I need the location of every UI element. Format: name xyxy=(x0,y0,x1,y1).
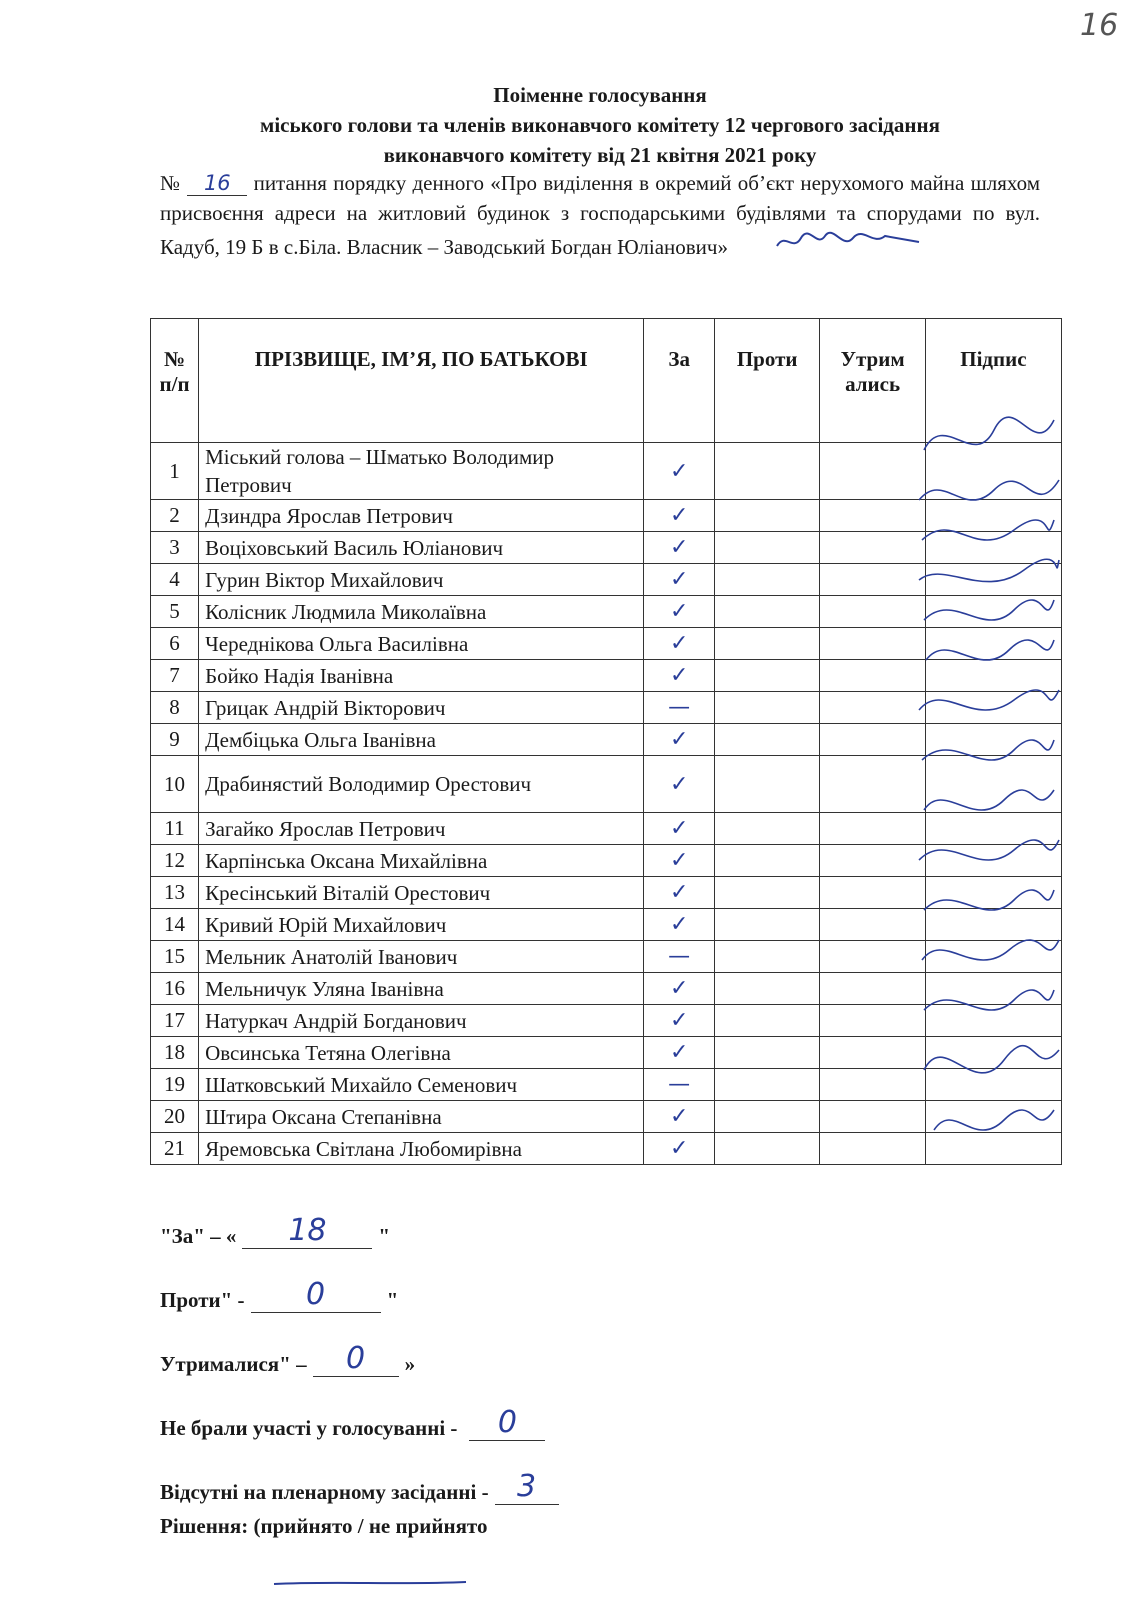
signature-cell xyxy=(925,564,1061,596)
summary-abstain-label: Утрималися" – xyxy=(160,1352,307,1376)
header-for: За xyxy=(644,319,715,443)
vote-mark: ✓ xyxy=(644,564,715,596)
table-row xyxy=(151,813,1062,845)
signature-cell xyxy=(925,941,1061,973)
header-subtitle: міського голови та членів виконавчого комітету 12 чергового засідання xyxy=(260,113,940,137)
summary-decision xyxy=(160,1505,565,1539)
against-cell xyxy=(714,692,819,724)
summary-notvoted-label: Не брали участі у голосуванні - xyxy=(160,1416,458,1440)
abstain-cell xyxy=(820,1133,925,1165)
member-name: Кривий Юрій Михайлович xyxy=(199,909,644,941)
table-row xyxy=(151,1133,1062,1165)
row-number: 4 xyxy=(151,564,199,596)
abstain-cell xyxy=(820,596,925,628)
agenda-text: питання порядку денного «Про виділення в окремий об’єкт нерухомого майна шляхом присвоєння адреси на житловий будинок з господарськими будівлями та спорудами по вул. Кадуб, 19 Б в с.Біла. Власник – Заводський Богдан Юліанович» xyxy=(160,171,1040,259)
against-cell xyxy=(714,1005,819,1037)
abstain-cell xyxy=(820,692,925,724)
table-row xyxy=(151,628,1062,660)
abstain-cell xyxy=(820,1069,925,1101)
page-number: 16 xyxy=(1080,8,1119,43)
signature-cell xyxy=(925,1037,1061,1069)
signature-cell xyxy=(925,660,1061,692)
row-number: 1 xyxy=(151,443,199,500)
against-cell xyxy=(714,724,819,756)
against-cell xyxy=(714,532,819,564)
against-cell xyxy=(714,500,819,532)
table-row xyxy=(151,596,1062,628)
signature-cell xyxy=(925,973,1061,1005)
abstain-cell xyxy=(820,1005,925,1037)
abstain-cell xyxy=(820,756,925,813)
vote-mark: ✓ xyxy=(644,443,715,500)
member-name: Мельник Анатолій Іванович xyxy=(199,941,644,973)
against-cell xyxy=(714,564,819,596)
signature-cell xyxy=(925,596,1061,628)
vote-mark: ✓ xyxy=(644,628,715,660)
header-num: № п/п xyxy=(151,319,199,443)
row-number: 15 xyxy=(151,941,199,973)
header-signature: Підпис xyxy=(925,319,1061,443)
member-name: Гурин Віктор Михайлович xyxy=(199,564,644,596)
table-row xyxy=(151,1101,1062,1133)
summary-notvoted-value: 0 xyxy=(469,1406,545,1441)
signature-cell xyxy=(925,813,1061,845)
signature-cell xyxy=(925,628,1061,660)
row-number: 13 xyxy=(151,877,199,909)
signature-cell xyxy=(925,724,1061,756)
member-name: Череднікова Ольга Василівна xyxy=(199,628,644,660)
vote-mark: ✓ xyxy=(644,845,715,877)
row-number: 18 xyxy=(151,1037,199,1069)
table-row xyxy=(151,564,1062,596)
header-abstain: Утрим ались xyxy=(820,319,925,443)
vote-summary xyxy=(160,1185,565,1539)
abstain-cell xyxy=(820,973,925,1005)
abstain-cell xyxy=(820,532,925,564)
vote-mark: ✓ xyxy=(644,1133,715,1165)
vote-table xyxy=(150,318,1062,1165)
member-name: Загайко Ярослав Петрович xyxy=(199,813,644,845)
against-cell xyxy=(714,1101,819,1133)
table-row xyxy=(151,973,1062,1005)
row-number: 5 xyxy=(151,596,199,628)
table-row xyxy=(151,500,1062,532)
vote-mark: — xyxy=(644,941,715,973)
table-row xyxy=(151,443,1062,500)
summary-abstain-end: » xyxy=(404,1352,416,1376)
vote-mark: ✓ xyxy=(644,660,715,692)
abstain-cell xyxy=(820,443,925,500)
table-row xyxy=(151,1037,1062,1069)
table-row xyxy=(151,877,1062,909)
summary-for-label: "За" – « xyxy=(160,1224,237,1248)
table-row xyxy=(151,845,1062,877)
row-number: 8 xyxy=(151,692,199,724)
against-cell xyxy=(714,813,819,845)
member-name: Дзиндра Ярослав Петрович xyxy=(199,500,644,532)
member-name: Штира Оксана Степанівна xyxy=(199,1101,644,1133)
vote-mark: ✓ xyxy=(644,813,715,845)
table-row xyxy=(151,941,1062,973)
signature-cell xyxy=(925,877,1061,909)
abstain-cell xyxy=(820,500,925,532)
abstain-cell xyxy=(820,909,925,941)
table-row xyxy=(151,1069,1062,1101)
vote-mark: ✓ xyxy=(644,532,715,564)
against-cell xyxy=(714,877,819,909)
row-number: 6 xyxy=(151,628,199,660)
row-number: 16 xyxy=(151,973,199,1005)
vote-mark: ✓ xyxy=(644,500,715,532)
signature-cell xyxy=(925,1101,1061,1133)
against-cell xyxy=(714,756,819,813)
row-number: 14 xyxy=(151,909,199,941)
signature-cell xyxy=(925,443,1061,500)
row-number: 3 xyxy=(151,532,199,564)
vote-mark: ✓ xyxy=(644,1005,715,1037)
summary-against-end: " xyxy=(386,1288,399,1312)
summary-absent-value: 3 xyxy=(495,1470,559,1505)
handwritten-underline-icon xyxy=(272,1580,468,1586)
against-cell xyxy=(714,628,819,660)
abstain-cell xyxy=(820,1037,925,1069)
abstain-cell xyxy=(820,628,925,660)
member-name: Кресінський Віталій Орестович xyxy=(199,877,644,909)
against-cell xyxy=(714,596,819,628)
header-date: виконавчого комітету від 21 квітня 2021 року xyxy=(383,143,817,167)
signature-cell xyxy=(925,500,1061,532)
vote-mark: ✓ xyxy=(644,756,715,813)
vote-mark: ✓ xyxy=(644,1037,715,1069)
member-name: Бойко Надія Іванівна xyxy=(199,660,644,692)
member-name: Карпінська Оксана Михайлівна xyxy=(199,845,644,877)
table-row xyxy=(151,692,1062,724)
against-cell xyxy=(714,1037,819,1069)
vote-mark: ✓ xyxy=(644,724,715,756)
summary-absent-label: Відсутні на пленарному засіданні - xyxy=(160,1480,489,1504)
member-name: Овсинська Тетяна Олегівна xyxy=(199,1037,644,1069)
member-name: Шатковський Михайло Семенович xyxy=(199,1069,644,1101)
vote-mark: ✓ xyxy=(644,909,715,941)
member-name: Мельничук Уляна Іванівна xyxy=(199,973,644,1005)
summary-for xyxy=(160,1185,565,1249)
table-row xyxy=(151,909,1062,941)
against-cell xyxy=(714,845,819,877)
handwritten-signature-icon xyxy=(773,235,923,260)
row-number: 11 xyxy=(151,813,199,845)
signature-cell xyxy=(925,532,1061,564)
summary-for-value: 18 xyxy=(242,1214,372,1249)
row-number: 17 xyxy=(151,1005,199,1037)
against-cell xyxy=(714,973,819,1005)
against-cell xyxy=(714,909,819,941)
table-row xyxy=(151,1005,1062,1037)
signature-cell xyxy=(925,845,1061,877)
summary-abstain-value: 0 xyxy=(313,1342,399,1377)
vote-mark: ✓ xyxy=(644,877,715,909)
header-name: ПРІЗВИЩЕ, ІМ’Я, ПО БАТЬКОВІ xyxy=(199,319,644,443)
member-name: Натуркач Андрій Богданович xyxy=(199,1005,644,1037)
row-number: 2 xyxy=(151,500,199,532)
row-number: 9 xyxy=(151,724,199,756)
signature-cell xyxy=(925,1005,1061,1037)
abstain-cell xyxy=(820,660,925,692)
vote-mark: ✓ xyxy=(644,1101,715,1133)
against-cell xyxy=(714,443,819,500)
agenda-num-prefix: № xyxy=(160,171,182,195)
document-header xyxy=(160,80,1040,170)
vote-mark: — xyxy=(644,692,715,724)
against-cell xyxy=(714,660,819,692)
signature-cell xyxy=(925,1133,1061,1165)
table-row xyxy=(151,756,1062,813)
row-number: 19 xyxy=(151,1069,199,1101)
header-title: Поіменне голосування xyxy=(493,83,707,107)
member-name: Драбинястий Володимир Орестович xyxy=(199,756,644,813)
agenda-num-value: 16 xyxy=(187,171,247,196)
summary-abstain xyxy=(160,1313,565,1377)
against-cell xyxy=(714,1069,819,1101)
signature-cell xyxy=(925,1069,1061,1101)
vote-mark: ✓ xyxy=(644,596,715,628)
row-number: 10 xyxy=(151,756,199,813)
abstain-cell xyxy=(820,564,925,596)
abstain-cell xyxy=(820,1101,925,1133)
table-row xyxy=(151,532,1062,564)
against-cell xyxy=(714,1133,819,1165)
table-row xyxy=(151,660,1062,692)
summary-for-end: " xyxy=(378,1224,391,1248)
against-cell xyxy=(714,941,819,973)
abstain-cell xyxy=(820,813,925,845)
abstain-cell xyxy=(820,877,925,909)
summary-against xyxy=(160,1249,565,1313)
row-number: 12 xyxy=(151,845,199,877)
summary-against-value: 0 xyxy=(251,1278,381,1313)
summary-decision-text: Рішення: (прийнято / не прийнято xyxy=(160,1514,488,1538)
member-name: Колісник Людмила Миколаївна xyxy=(199,596,644,628)
table-row xyxy=(151,724,1062,756)
abstain-cell xyxy=(820,845,925,877)
member-name: Яремовська Світлана Любомирівна xyxy=(199,1133,644,1165)
summary-absent xyxy=(160,1441,565,1505)
agenda-item xyxy=(160,168,1040,263)
signature-cell xyxy=(925,909,1061,941)
summary-notvoted xyxy=(160,1377,565,1441)
member-name: Дембіцька Ольга Іванівна xyxy=(199,724,644,756)
row-number: 7 xyxy=(151,660,199,692)
summary-against-label: Проти" - xyxy=(160,1288,245,1312)
row-number: 21 xyxy=(151,1133,199,1165)
header-against: Проти xyxy=(714,319,819,443)
member-name: Грицак Андрій Вікторович xyxy=(199,692,644,724)
signature-cell xyxy=(925,756,1061,813)
abstain-cell xyxy=(820,941,925,973)
member-name: Воціховський Василь Юліанович xyxy=(199,532,644,564)
vote-mark: ✓ xyxy=(644,973,715,1005)
vote-mark: — xyxy=(644,1069,715,1101)
row-number: 20 xyxy=(151,1101,199,1133)
member-name: Міський голова – Шматько Володимир Петрович xyxy=(199,443,644,500)
abstain-cell xyxy=(820,724,925,756)
table-header-row xyxy=(151,319,1062,443)
signature-cell xyxy=(925,692,1061,724)
